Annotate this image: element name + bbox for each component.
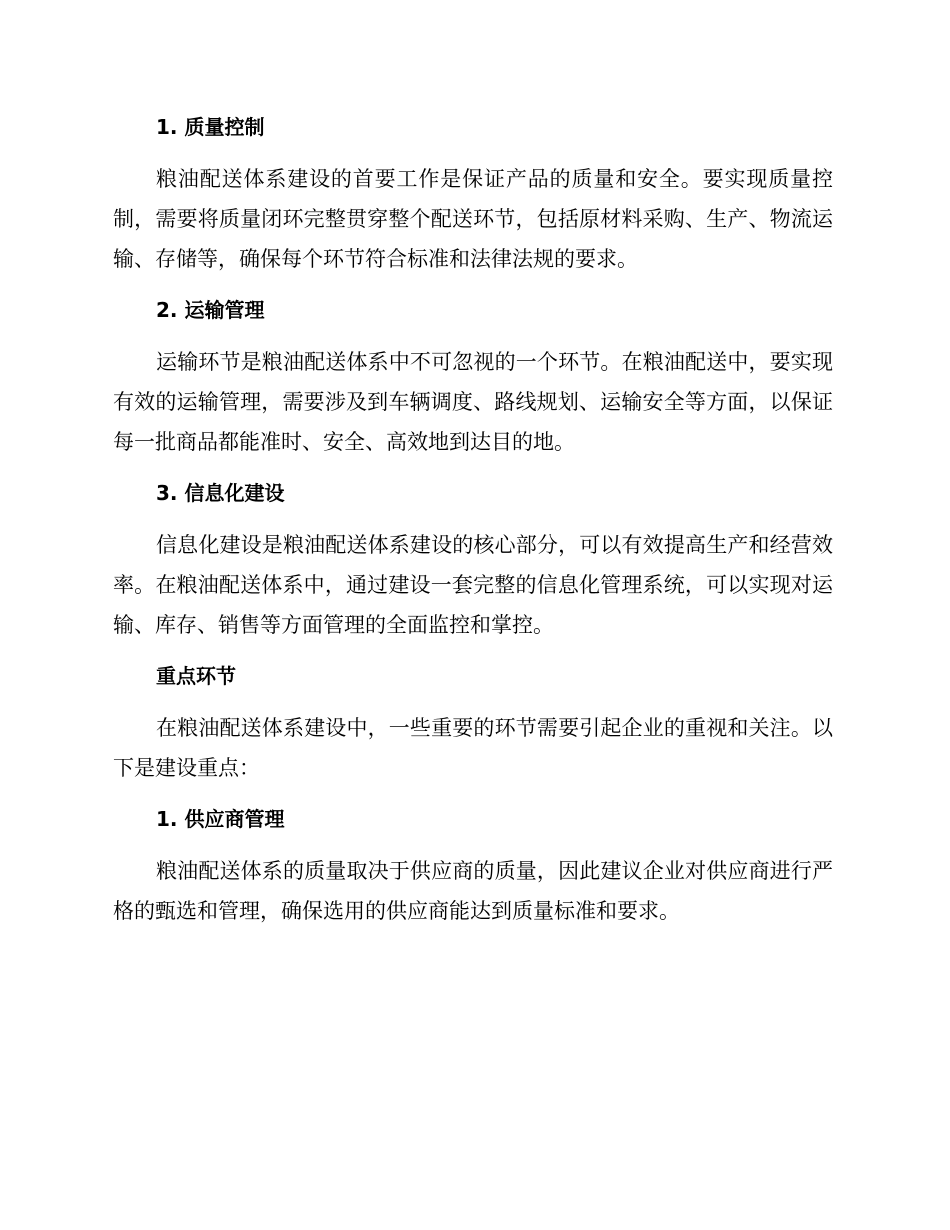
section-heading-supplier-management: 1. 供应商管理: [156, 807, 285, 831]
document-page: [113, 110, 833, 945]
section-heading-transport-management: 2. 运输管理: [156, 298, 265, 322]
paragraph-quality-control: 粮油配送体系建设的首要工作是保证产品的质量和安全。要实现质量控制，需要将质量闭环完整贯穿整个配送环节，包括原材料采购、生产、物流运输、存储等，确保每个环节符合标准和法律法规的要求。: [113, 167, 833, 271]
paragraph-informatization: 信息化建设是粮油配送体系建设的核心部分，可以有效提高生产和经营效率。在粮油配送体系中，通过建设一套完整的信息化管理系统，可以实现对运输、库存、销售等方面管理的全面监控和掌控。: [113, 533, 833, 637]
section-heading-quality-control: 1. 质量控制: [156, 115, 265, 139]
section-heading-key-links: 重点环节: [156, 664, 236, 688]
paragraph-transport-management: 运输环节是粮油配送体系中不可忽视的一个环节。在粮油配送中，要实现有效的运输管理，需要涉及到车辆调度、路线规划、运输安全等方面，以保证每一批商品都能准时、安全、高效地到达目的地。: [113, 350, 833, 454]
section-heading-informatization: 3. 信息化建设: [156, 481, 285, 505]
paragraph-supplier-management: 粮油配送体系的质量取决于供应商的质量，因此建议企业对供应商进行严格的甄选和管理，确保选用的供应商能达到质量标准和要求。: [113, 859, 833, 923]
paragraph-key-links: 在粮油配送体系建设中，一些重要的环节需要引起企业的重视和关注。以下是建设重点：: [113, 716, 833, 780]
